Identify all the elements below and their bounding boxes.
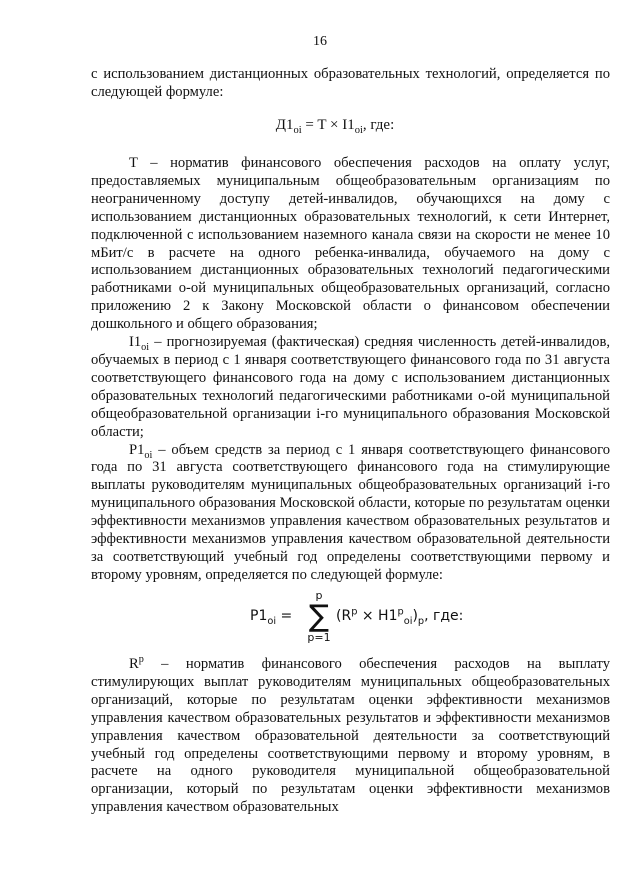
formula-p1-rhs (336, 606, 464, 627)
intro-paragraph (91, 66, 610, 102)
formula-p1-rhs-open: (R (336, 608, 352, 624)
definition-p1-text: – объем средств за период с 1 января соответствующего финансового года по 31 августа соответствующего финансового года на стимулирующие выплаты руководителям муниципальных общеобразовательных организаций i-го муниципального образования Московской области, которые по результатам оценки эффективности механизмов управления качеством образовательных результатов и эффективности механизмов управления качеством образовательной деятельности за соответствующий учебный год определены соответствующими первому и второму уровням, определяется по следующей формуле: (91, 441, 610, 583)
summation-lower-limit: p=1 (307, 631, 331, 644)
formula-p1-mult: × H1 (357, 608, 398, 624)
formula-p1-lhs-symbol: Р1 (250, 608, 268, 624)
formula-d1-tail: , где: (362, 117, 395, 133)
definition-i1 (91, 334, 610, 441)
formula-p1-tail: , где: (424, 608, 464, 624)
summation-upper-limit: p (315, 589, 323, 602)
definition-i1-symbol-sub: oi (141, 341, 150, 353)
definition-rp (91, 656, 610, 817)
formula-p1-rhs-close: ) (412, 608, 418, 624)
definition-rp-text: – норматив финансового обеспечения расходов на выплату стимулирующих выплат руководителям муниципальных общеобразовательных организаций, которые по результатам оценки эффективности механизмов управления качеством образовательных результатов и эффективности механизмов управления качеством образовательной деятельности за соответствующий учебный год определены соответствующими первому и второму уровням, в расчете на одного руководителя муниципальной общеобразовательной организации, который по результатам оценки эффективности механизмов управления качеством образовательных (91, 656, 610, 816)
formula-p1 (250, 590, 490, 650)
formula-d1-lhs-sub: oi (293, 125, 302, 136)
intro-text: с использованием дистанционных образовательных технологий, определяется по следующей формуле: (91, 66, 610, 100)
formula-p1-h-sup: p (397, 606, 404, 618)
formula-p1-h-sub: oi (403, 615, 413, 627)
formula-p1-lhs (250, 608, 293, 627)
formula-d1-lhs: Д1 (275, 117, 294, 133)
formula-p1-summation (305, 590, 333, 644)
definition-p1-symbol-sub: oi (144, 449, 153, 461)
page-number: 16 (313, 34, 327, 49)
formula-p1-close-sub: p (417, 615, 425, 627)
formula-p1-lhs-sub: oi (267, 615, 277, 627)
definition-p1-symbol: Р1 (129, 441, 145, 458)
definition-rp-symbol: R (129, 656, 139, 672)
formula-p1-equals: = (276, 608, 293, 624)
definition-i1-text: – прогнозируемая (фактическая) средняя численность детей-инвалидов, обучаемых в период с 1 января соответствующего финансового года по 31 августа соответствующего финансового года на дому с использованием дистанционных образовательных технологий педагогическими работниками o-ой муниципальной общеобразовательной организации i-го муниципального образования Московской области; (91, 334, 610, 440)
formula-d1-mid: = T × I1 (301, 117, 355, 133)
formula-d1 (0, 117, 640, 134)
definitions-block-2 (91, 656, 610, 817)
definition-t: T – норматив финансового обеспечения расходов на оплату услуг, предоставляемых муниципальным общеобразовательным организациям по неограниченному доступу детей-инвалидов, обучающихся на дому с использованием дистанционных образовательных технологий, к сети Интернет, подключенной с использованием наземного канала связи на скорости не менее 10 мБит/с в расчете на одного ребенка-инвалида, обучаемого на дому с использованием дистанционных образовательных технологий педагогическими работниками o-ой муниципальных общеобразовательных организаций, согласно приложению 2 к Закону Московской области о финансовом обеспечении дошкольного и общего образования; (91, 155, 610, 333)
summation-sign: ∑ (308, 599, 330, 634)
definition-i1-symbol: I1 (129, 334, 142, 351)
definitions-block-1 (91, 155, 610, 585)
formula-p1-r-sup: p (351, 606, 358, 618)
definition-p1 (91, 442, 610, 585)
definition-rp-symbol-sup: p (138, 654, 144, 666)
formula-d1-mid-sub: oi (354, 125, 363, 136)
